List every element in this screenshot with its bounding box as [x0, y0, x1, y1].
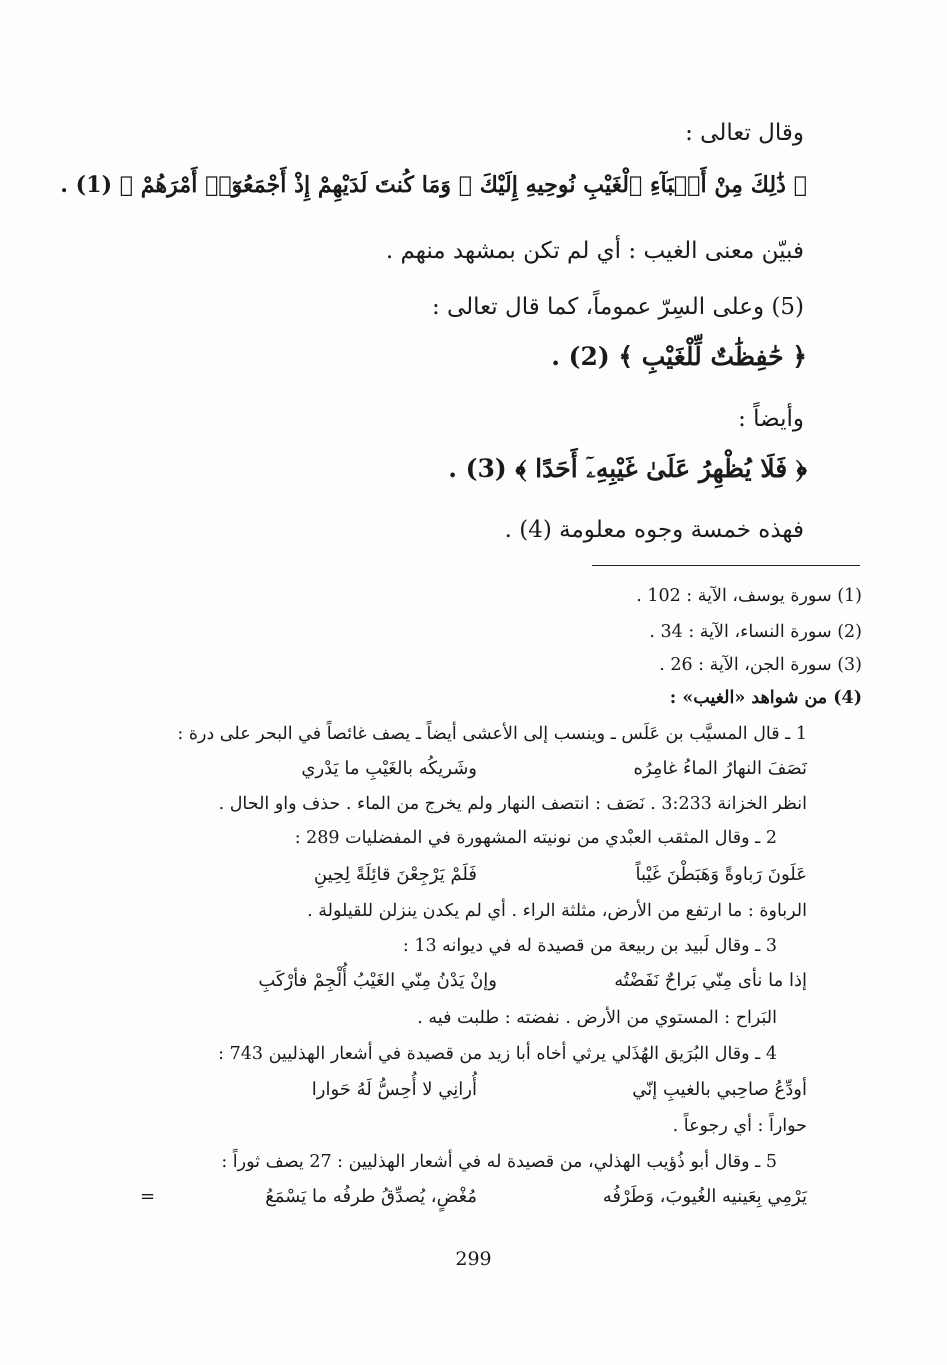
point-five-line: (5) وعلى السِرّ عموماً، كما قال تعالى :	[431, 294, 804, 320]
note-1-intro: 1 ـ قال المسيَّب بن عَلَس ـ وينسب إلى الأعشى أيضاً ـ يصف غائصاً في البحر على درة :	[177, 724, 807, 744]
explanation-line: فبيّن معنى الغيب : أي لم تكن بمشهد منهم .	[385, 238, 804, 264]
quran-verse-3: ﴿ فَلَا يُظْهِرُ عَلَىٰ غَيْبِهِۦٓ أَحَدًا ﴾ (3) .	[448, 454, 807, 483]
note-3-gloss: البَراح : المستوي من الأرض . نفضته : طلبت فيه .	[417, 1008, 777, 1028]
verse-3-second-hemistich: وإنْ يَدْنُ مِنّي الغَيْبُ أُلْجِمْ فأرْكَبِ	[258, 970, 497, 991]
verse-2-second-hemistich: فَلَمْ يَرْجِعْنَ قائِلَةً لِحِينِ	[313, 864, 477, 885]
footnote-1: (1) سورة يوسف، الآية : 102 .	[636, 586, 862, 606]
verse-3-first-hemistich: إذا ما نأى مِنّي بَراحٌ نَفَضْتُه	[614, 970, 807, 991]
footnote-separator	[592, 565, 860, 566]
verse-4-second-hemistich: أُرانِي لا أُحِسُّ لَهُ حَوارا	[311, 1079, 477, 1100]
note-2-intro: 2 ـ وقال المثقب العبْدي من نونيته المشهورة في المفضليات 289 :	[294, 828, 777, 848]
note-4-intro: 4 ـ وقال البُرَيق الهُذَلي يرثي أخاه أبا زيد من قصيدة في أشعار الهذليين 743 :	[218, 1044, 777, 1064]
page-number: 299	[455, 1248, 492, 1270]
note-4-gloss: حواراً : أي رجوعاً .	[672, 1116, 807, 1136]
also-line: وأيضاً :	[738, 406, 804, 432]
footnote-4: (4) من شواهد «الغيب» :	[669, 688, 862, 708]
quran-verse-2: ﴿ حَٰفِظَٰتٌ لِّلْغَيْبِ ﴾ (2) .	[551, 342, 807, 371]
continuation-mark: =	[140, 1186, 156, 1207]
note-2-gloss: الرباوة : ما ارتفع من الأرض، مثلثة الراء . أي لم يكدن ينزلن للقيلولة .	[307, 901, 807, 921]
verse-1-first-hemistich: نَصَفَ النهارُ الماءُ غامِرُه	[633, 758, 807, 779]
verse-1-second-hemistich: وشَريكُه بالغَيْبِ ما يَدْري	[301, 758, 477, 779]
note-1-gloss: انظر الخزانة 3:233 . نَصَف : انتصف النهار ولم يخرج من الماء . حذف واو الحال .	[218, 794, 807, 814]
intro-line: وقال تعالى :	[685, 120, 804, 146]
verse-5-first-hemistich: يَرْمِي بِعَينيه الغُيوبَ، وَطَرْفُه	[602, 1186, 807, 1207]
footnote-3: (3) سورة الجن، الآية : 26 .	[659, 655, 862, 675]
note-5-intro: 5 ـ وقال أبو ذُؤيب الهذلي، من قصيدة له في أشعار الهذليين : 27 يصف ثوراً :	[221, 1152, 777, 1172]
verse-5-second-hemistich: مُغْضٍ، يُصدِّقُ طرفُه ما يَسْمَعُ	[265, 1186, 477, 1207]
verse-2-first-hemistich: عَلَونَ رَباوةً وَهَبَطْنَ غَيْباً	[635, 864, 807, 885]
quran-verse-1: ﴿ ذَٰلِكَ مِنْ أَنۢبَآءِ ٱلْغَيْبِ نُوحِيهِ إِلَيْكَ ۖ وَمَا كُنتَ لَدَيْهِمْ إِذْ أَجْمَعُوٓا۟ أَمْرَهُمْ ﴾ (1) .	[60, 172, 807, 198]
verse-4-first-hemistich: أودِّعُ صاحِبي بالغيبِ إنّي	[632, 1079, 807, 1100]
conclusion-line: فهذه خمسة وجوه معلومة (4) .	[504, 517, 804, 543]
footnote-2: (2) سورة النساء، الآية : 34 .	[649, 622, 862, 642]
note-3-intro: 3 ـ وقال لَبيد بن ربيعة من قصيدة له في ديوانه 13 :	[402, 936, 777, 956]
